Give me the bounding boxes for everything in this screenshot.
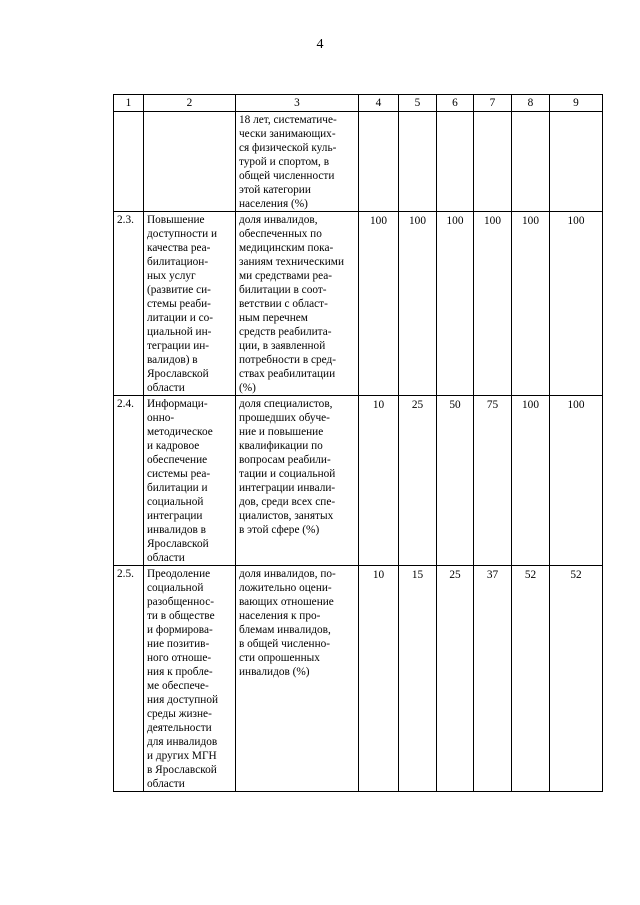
- indicator-line: вопросам реабили-: [239, 454, 331, 466]
- activity-name-line: онно-: [147, 412, 175, 424]
- value-cell: 100: [437, 212, 474, 396]
- activity-name-line: ние позитив-: [147, 638, 210, 650]
- indicators-table: [113, 94, 603, 792]
- value-cell: 37: [474, 566, 512, 792]
- activity-name-line: Ярославской: [147, 368, 209, 380]
- value-cell: 52: [550, 566, 603, 792]
- value-cell: 100: [512, 212, 550, 396]
- indicator-line: блемам инвалидов,: [239, 624, 331, 636]
- value-cell: 100: [550, 396, 603, 566]
- value-cell: 100: [550, 212, 603, 396]
- value-cell: 100: [399, 212, 437, 396]
- activity-name-line: среды жизне-: [147, 708, 212, 720]
- indicator-line: доля специалистов,: [239, 398, 333, 410]
- indicator-line: чески занимающих-: [239, 128, 336, 140]
- indicator-line: ние и повышение: [239, 426, 324, 438]
- row-number-cell: 2.3.: [114, 212, 144, 396]
- value-cell: [399, 112, 437, 212]
- indicator-line: вающих отношение: [239, 596, 334, 608]
- indicator-line: населения (%): [239, 198, 308, 210]
- activity-name-line: для инвалидов: [147, 736, 218, 748]
- indicator-line: доля инвалидов, по-: [239, 568, 336, 580]
- table-row: [114, 212, 603, 396]
- activity-name-line: Информаци-: [147, 398, 208, 410]
- indicator-line: потребности в сред-: [239, 354, 337, 366]
- activity-name-line: качества реа-: [147, 242, 211, 254]
- value-cell: [359, 112, 399, 212]
- indicator-line: дов, среди всех спе-: [239, 496, 336, 508]
- indicator-line: ным перечнем: [239, 312, 308, 324]
- indicator-line: в этой сфере (%): [239, 524, 320, 536]
- table-body: [114, 112, 603, 792]
- column-header: 8: [512, 95, 550, 112]
- activity-name-line: деятельности: [147, 722, 212, 734]
- activity-name-line: ти в обществе: [147, 610, 215, 622]
- indicator-line: тации и социальной: [239, 468, 336, 480]
- indicator-cell: [236, 112, 359, 212]
- indicator-line: в общей численно-: [239, 638, 331, 650]
- indicator-line: циалистов, занятых: [239, 510, 334, 522]
- activity-name-line: Преодоление: [147, 568, 211, 580]
- indicator-line: общей численности: [239, 170, 335, 182]
- value-cell: [512, 112, 550, 212]
- column-header: 9: [550, 95, 603, 112]
- value-cell: 50: [437, 396, 474, 566]
- value-cell: [550, 112, 603, 212]
- activity-name-line: (развитие си-: [147, 284, 211, 296]
- indicator-line: (%): [239, 382, 256, 394]
- indicator-cell: [236, 212, 359, 396]
- indicator-line: доля инвалидов,: [239, 214, 318, 226]
- indicator-line: населения к про-: [239, 610, 321, 622]
- activity-name-line: и других МГН: [147, 750, 217, 762]
- indicator-line: ветствии с област-: [239, 298, 328, 310]
- indicator-line: интеграции инвали-: [239, 482, 336, 494]
- column-header: 5: [399, 95, 437, 112]
- activity-name-line: области: [147, 552, 185, 564]
- table-row: [114, 396, 603, 566]
- indicator-line: ции, в заявленной: [239, 340, 326, 352]
- row-number-cell: 2.5.: [114, 566, 144, 792]
- activity-name-cell: [144, 566, 236, 792]
- row-number-cell: 2.4.: [114, 396, 144, 566]
- column-header: 3: [236, 95, 359, 112]
- activity-name-line: и кадровое: [147, 440, 200, 452]
- value-cell: 15: [399, 566, 437, 792]
- activity-name-line: интеграции: [147, 510, 203, 522]
- activity-name-line: ния к пробле-: [147, 666, 213, 678]
- indicator-cell: [236, 396, 359, 566]
- value-cell: [474, 112, 512, 212]
- table-row: [114, 112, 603, 212]
- indicator-line: ся физической куль-: [239, 142, 337, 154]
- indicator-line: ствах реабилитации: [239, 368, 336, 380]
- activity-name-line: инвалидов в: [147, 524, 206, 536]
- activity-name-line: и формирова-: [147, 624, 213, 636]
- activity-name-line: теграции ин-: [147, 340, 210, 352]
- indicator-line: обеспеченных по: [239, 228, 322, 240]
- activity-name-line: литации и со-: [147, 312, 214, 324]
- indicator-line: медицинским пока-: [239, 242, 334, 254]
- indicator-line: билитации в соот-: [239, 284, 327, 296]
- activity-name-line: в Ярославской: [147, 764, 217, 776]
- indicator-line: сти опрошенных: [239, 652, 320, 664]
- activity-name-line: валидов) в: [147, 354, 198, 366]
- activity-name-line: методическое: [147, 426, 213, 438]
- column-header: 6: [437, 95, 474, 112]
- activity-name-cell: [144, 212, 236, 396]
- indicator-line: 18 лет, систематиче-: [239, 114, 337, 126]
- activity-name-line: ного отноше-: [147, 652, 212, 664]
- activity-name-line: циальной ин-: [147, 326, 212, 338]
- indicator-line: турой и спортом, в: [239, 156, 330, 168]
- indicator-line: прошедших обуче-: [239, 412, 330, 424]
- value-cell: 75: [474, 396, 512, 566]
- activity-name-line: ме обеспече-: [147, 680, 209, 692]
- activity-name-line: Повышение: [147, 214, 205, 226]
- activity-name-line: области: [147, 778, 185, 790]
- table-header-row: [114, 95, 603, 112]
- value-cell: 10: [359, 396, 399, 566]
- value-cell: 100: [512, 396, 550, 566]
- activity-name-line: обеспечение: [147, 454, 208, 466]
- indicator-line: этой категории: [239, 184, 311, 196]
- value-cell: [437, 112, 474, 212]
- table-row: [114, 566, 603, 792]
- activity-name-line: билитации и: [147, 482, 208, 494]
- activity-name-line: доступности и: [147, 228, 218, 240]
- activity-name-line: стемы реаби-: [147, 298, 211, 310]
- value-cell: 100: [474, 212, 512, 396]
- activity-name-line: ния доступной: [147, 694, 219, 706]
- indicator-line: средств реабилита-: [239, 326, 332, 338]
- activity-name-line: социальной: [147, 496, 204, 508]
- column-header: 1: [114, 95, 144, 112]
- row-number-cell: [114, 112, 144, 212]
- value-cell: 52: [512, 566, 550, 792]
- activity-name-line: билитацион-: [147, 256, 209, 268]
- column-header: 2: [144, 95, 236, 112]
- page-number: 4: [316, 37, 324, 52]
- indicator-cell: [236, 566, 359, 792]
- activity-name-line: Ярославской: [147, 538, 209, 550]
- activity-name-line: области: [147, 382, 185, 394]
- activity-name-line: социальной: [147, 582, 204, 594]
- indicator-line: квалификации по: [239, 440, 323, 452]
- value-cell: 25: [399, 396, 437, 566]
- column-header: 4: [359, 95, 399, 112]
- column-header: 7: [474, 95, 512, 112]
- value-cell: 10: [359, 566, 399, 792]
- indicator-line: ложительно оцени-: [239, 582, 332, 594]
- activity-name-cell: [144, 112, 236, 212]
- indicator-line: ми средствами реа-: [239, 270, 333, 282]
- activity-name-line: ных услуг: [147, 270, 196, 282]
- indicator-line: заниям техническими: [239, 256, 344, 268]
- activity-name-line: системы реа-: [147, 468, 211, 480]
- activity-name-cell: [144, 396, 236, 566]
- value-cell: 100: [359, 212, 399, 396]
- activity-name-line: разобщеннос-: [147, 596, 214, 608]
- value-cell: 25: [437, 566, 474, 792]
- indicator-line: инвалидов (%): [239, 666, 310, 678]
